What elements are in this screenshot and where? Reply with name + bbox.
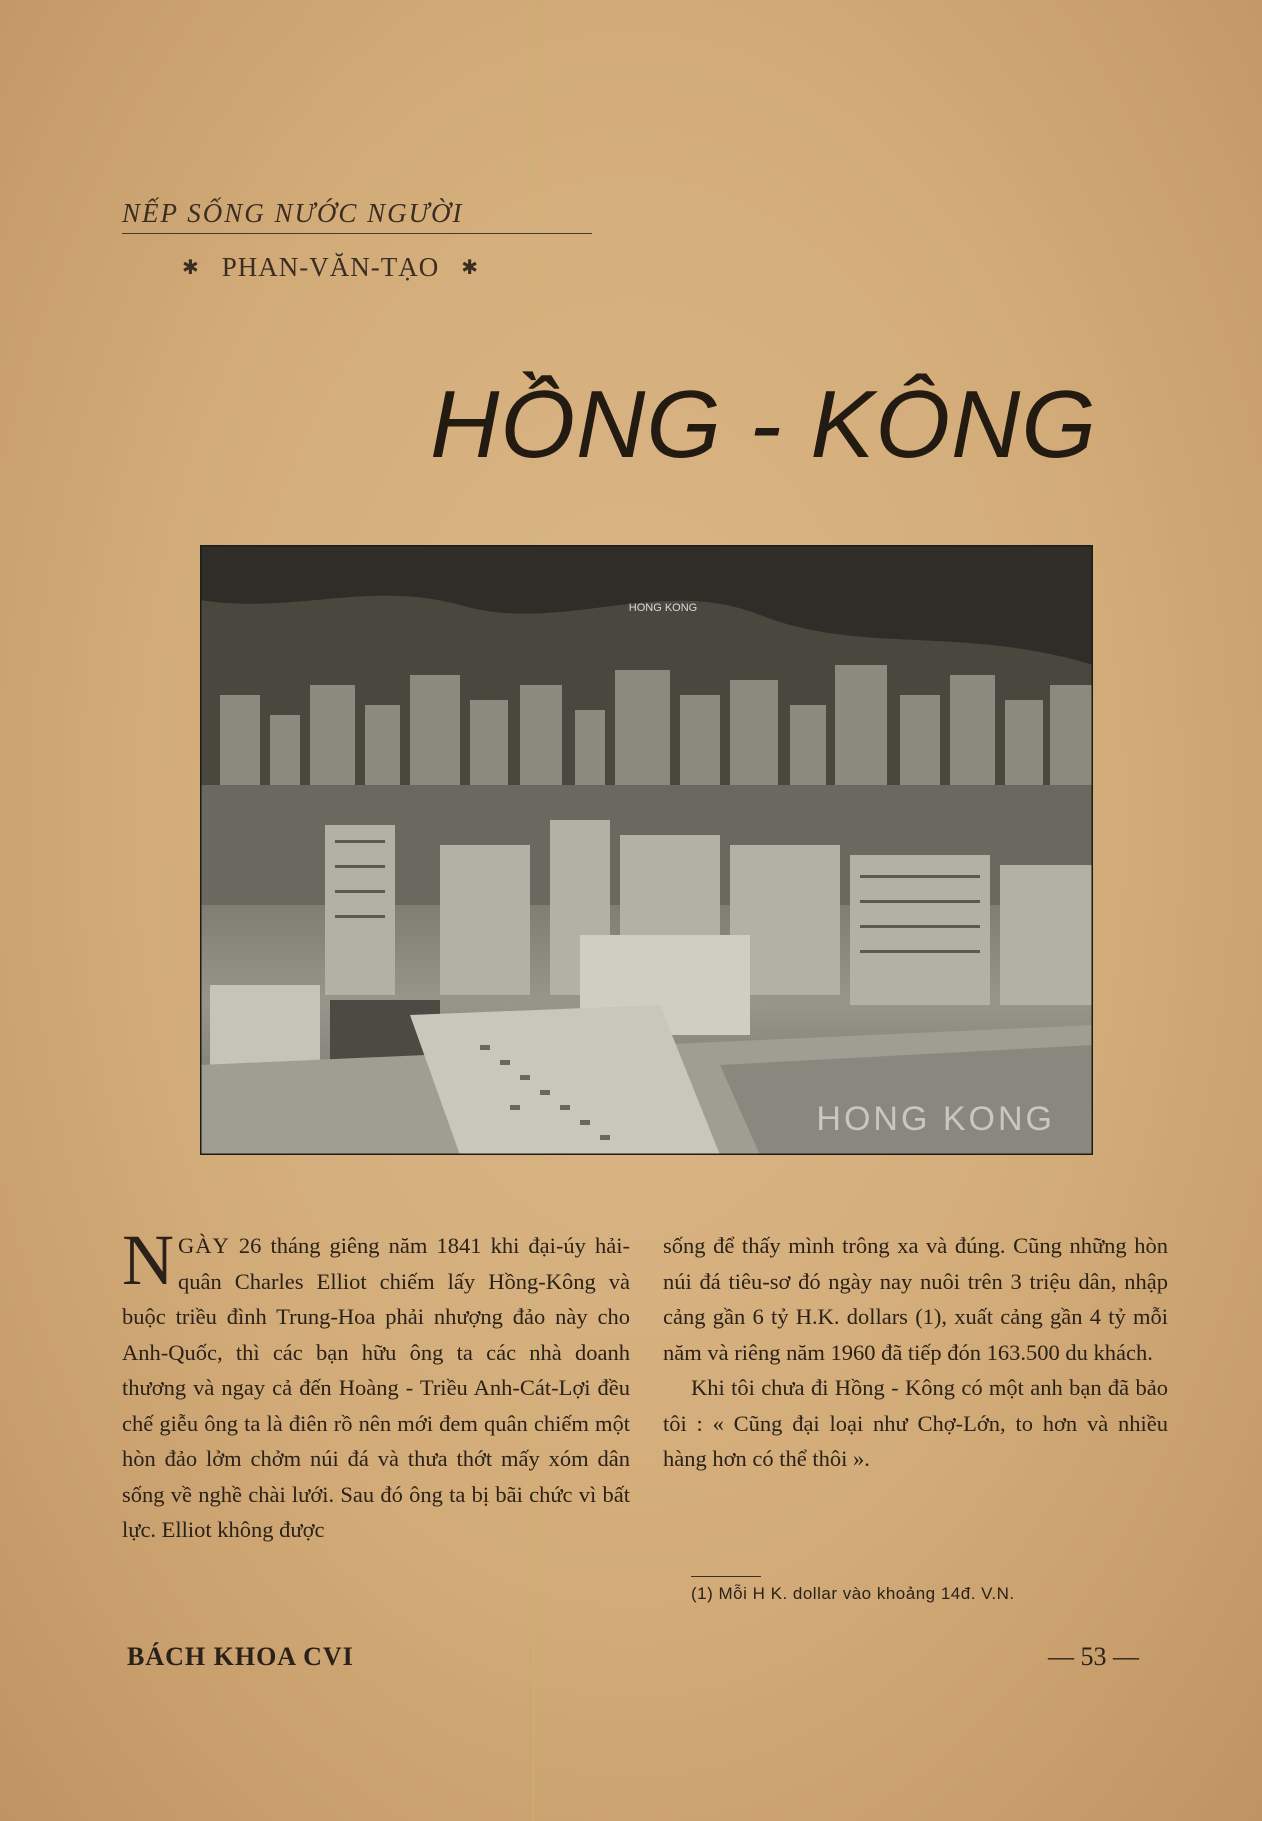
footnote-divider bbox=[691, 1576, 761, 1577]
right-paragraph-2: Khi tôi chưa đi Hồng - Kông có một anh bạn đã bảo tôi : « Cũng đại loại như Chợ-Lớn, to hơn và nhiều hàng hơn có thể thôi ». bbox=[663, 1375, 1168, 1471]
lead-word: GÀY bbox=[178, 1233, 230, 1258]
footnote: (1) Mỗi H K. dollar vào khoảng 14đ. V.N. bbox=[691, 1584, 1015, 1603]
author-name: PHAN-VĂN-TẠO bbox=[221, 252, 440, 282]
publication-name: BÁCH KHOA CVI bbox=[127, 1642, 354, 1671]
hillside-sign-text: HONG KONG bbox=[628, 602, 698, 614]
city-photo bbox=[200, 545, 1093, 1155]
byline bbox=[182, 252, 562, 283]
section-heading: NẾP SỐNG NƯỚC NGƯỜI bbox=[122, 198, 592, 234]
left-paragraph: 26 tháng giêng năm 1841 khi đại-úy hải-quân Charles Elliot chiếm lấy Hồng-Kông và buộc triều đình Trung-Hoa phải nhượng đảo này cho Anh-Quốc, thì các bạn hữu ông ta các nhà doanh thương và ngay cả đến Hoàng - Triều Anh-Cát-Lợi đều chế giễu ông ta là điên rồ nên mới đem quân chiếm một hòn đảo lởm chởm núi đá và thưa thớt mấy xóm dân sống về nghề chài lưới. Sau đó ông ta bị bãi chức vì bất lực. Elliot không được bbox=[122, 1233, 630, 1542]
asterisk-left-icon: ✱ bbox=[182, 257, 200, 279]
photo-caption: HONG KONG bbox=[816, 1100, 1055, 1138]
asterisk-right-icon: ✱ bbox=[461, 257, 480, 279]
page-number: — 53 — bbox=[1048, 1642, 1139, 1671]
body-column-left bbox=[122, 1220, 630, 1548]
right-paragraph-1: sống để thấy mình trông xa và đúng. Cũng những hòn núi đá tiêu-sơ đó ngày nay nuôi trên 3 triệu dân, nhập cảng gần 6 tỷ H.K. dollars (1), xuất cảng gần 4 tỷ mỗi năm và riêng năm 1960 đã tiếp đón 163.500 du khách. bbox=[663, 1233, 1168, 1365]
body-column-right bbox=[663, 1228, 1168, 1477]
city-skyline-image bbox=[200, 545, 1093, 1155]
drop-cap: N bbox=[122, 1220, 174, 1300]
article-title: HỒNG - KÔNG bbox=[430, 371, 1098, 478]
